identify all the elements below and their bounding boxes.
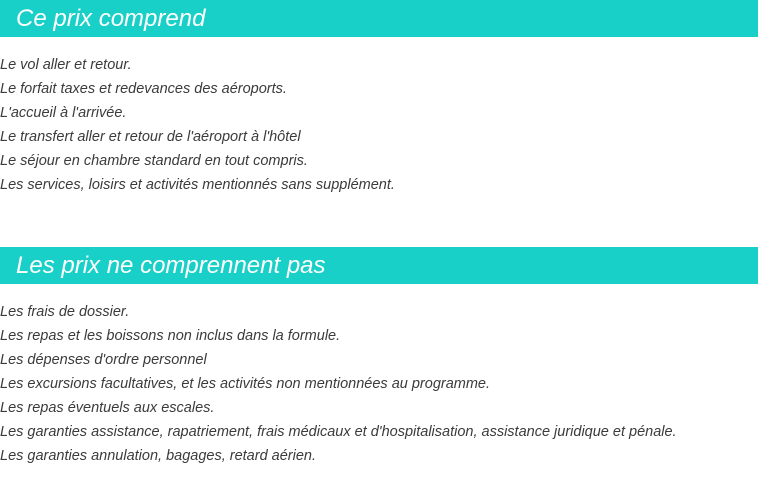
included-item: Les services, loisirs et activités mentionnés sans supplément.	[0, 177, 395, 193]
excluded-item: Les garanties annulation, bagages, retard aérien.	[0, 448, 316, 464]
included-item: Le vol aller et retour.	[0, 57, 132, 73]
included-item: L'accueil à l'arrivée.	[0, 105, 127, 121]
excluded-item: Les excursions facultatives, et les activités non mentionnées au programme.	[0, 376, 491, 392]
excluded-item: Les frais de dossier.	[0, 304, 130, 320]
excluded-item: Les garanties assistance, rapatriement, frais médicaux et d'hospitalisation, assistance juridique et pénale.	[0, 424, 677, 440]
excluded-section-title: Les prix ne comprennent pas	[0, 247, 758, 284]
included-item: Le forfait taxes et redevances des aéroports.	[0, 81, 287, 97]
excluded-list	[0, 300, 677, 468]
excluded-item: Les repas et les boissons non inclus dans la formule.	[0, 328, 341, 344]
included-list	[0, 53, 395, 197]
included-section-title: Ce prix comprend	[0, 0, 758, 37]
excluded-item: Les repas éventuels aux escales.	[0, 400, 215, 416]
included-item: Le séjour en chambre standard en tout compris.	[0, 153, 308, 169]
included-item: Le transfert aller et retour de l'aéroport à l'hôtel	[0, 129, 301, 145]
excluded-item: Les dépenses d'ordre personnel	[0, 352, 207, 368]
